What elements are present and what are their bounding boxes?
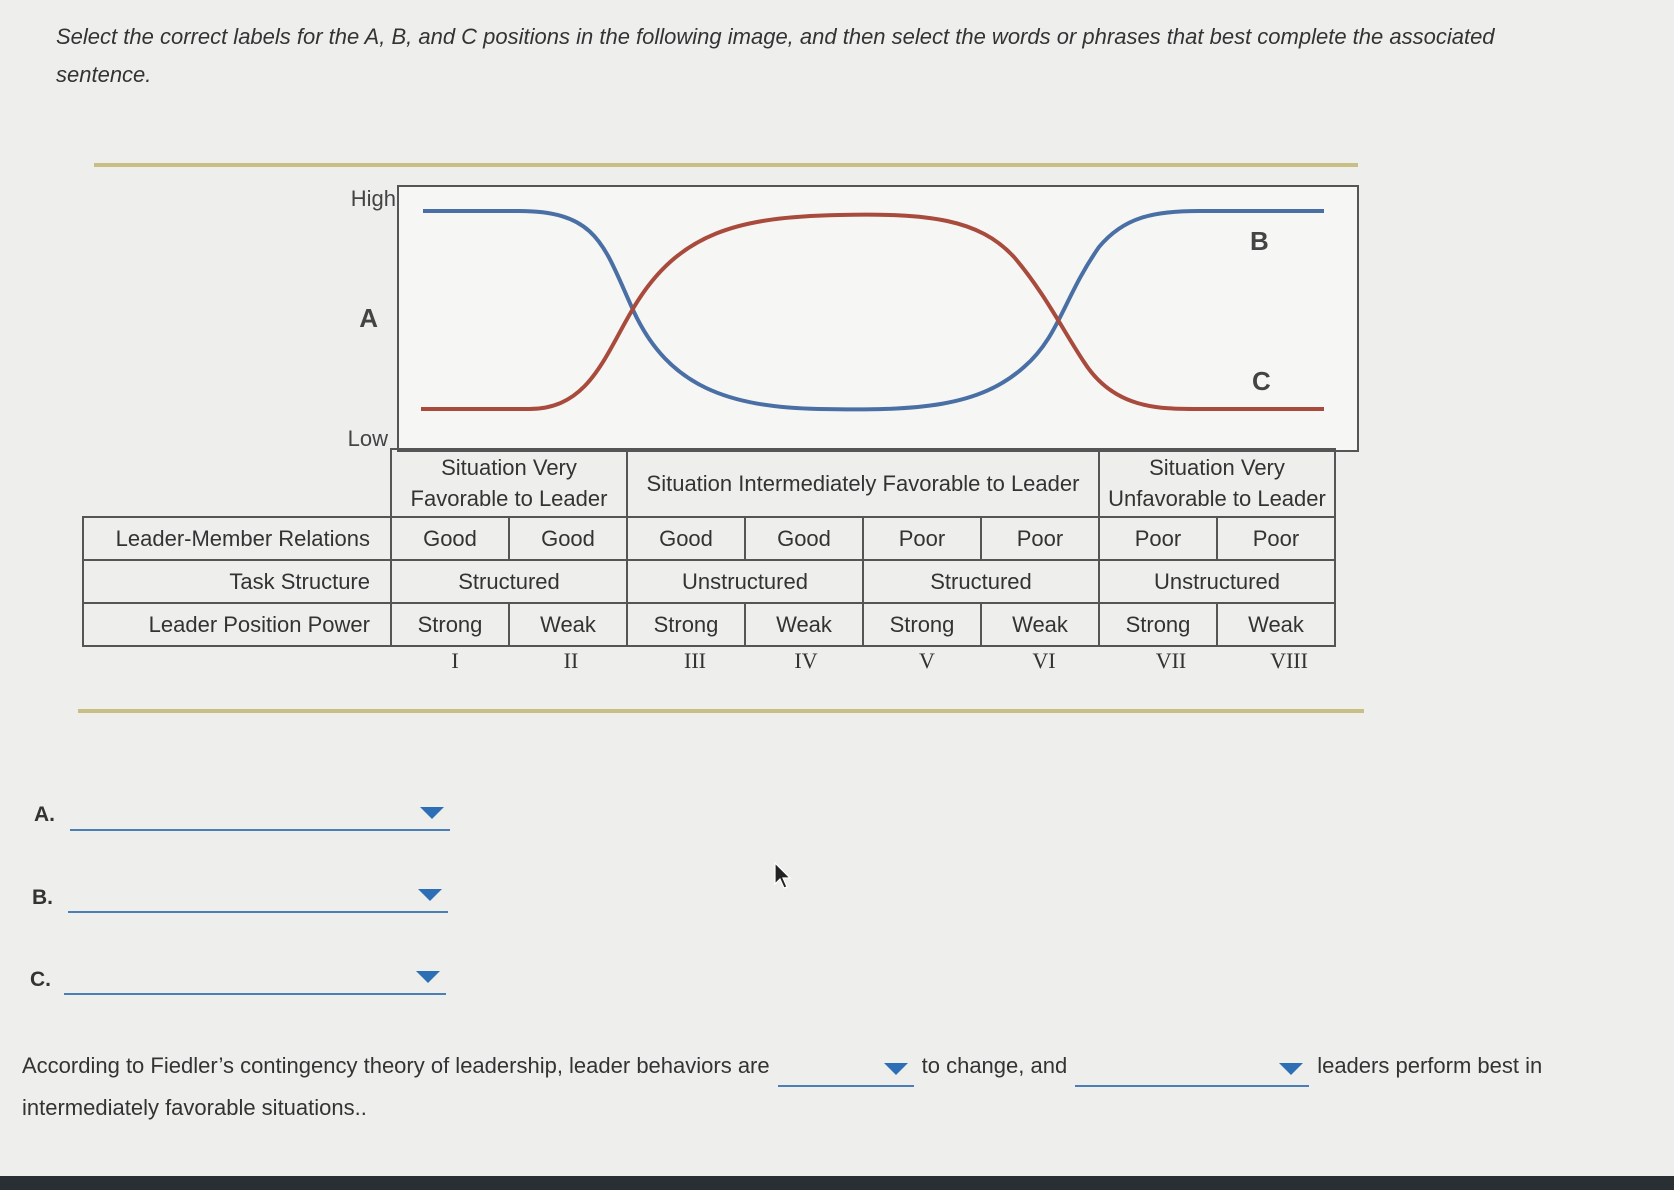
sentence-blank-2-dropdown[interactable] — [1075, 1055, 1309, 1087]
power-row — [83, 603, 1335, 646]
power-cell: Weak — [509, 603, 627, 646]
power-cell: Weak — [981, 603, 1099, 646]
relations-cell: Good — [627, 517, 745, 560]
situation-intermediate: Situation Intermediately Favorable to Leader — [627, 449, 1099, 517]
octant-label: VII — [1155, 648, 1187, 673]
y-axis-high-label: High — [350, 186, 396, 211]
row-label-structure: Task Structure — [83, 560, 391, 603]
sentence-part-1: According to Fiedler’s contingency theory of leadership, leader behaviors are — [22, 1053, 770, 1078]
power-cell: Weak — [745, 603, 863, 646]
power-cell: Strong — [627, 603, 745, 646]
position-a-label: A — [359, 303, 378, 333]
dropdown-arrow-icon — [420, 807, 444, 819]
relations-cell: Poor — [863, 517, 981, 560]
structure-row — [83, 560, 1335, 603]
octant-label: II — [563, 648, 579, 673]
bottom-divider — [78, 709, 1364, 713]
question-a-label: A. — [34, 803, 55, 826]
octant-label: I — [451, 648, 459, 673]
curves-svg — [399, 187, 1357, 450]
top-divider — [94, 163, 1358, 167]
leadership-curves-panel — [397, 185, 1359, 452]
row-label-relations: Leader-Member Relations — [83, 517, 391, 560]
situation-very-favorable: Situation Very Favorable to Leader — [391, 449, 627, 517]
situation-table — [82, 448, 1336, 647]
sentence-blank-1-dropdown[interactable] — [778, 1055, 914, 1087]
octant-label: VIII — [1270, 648, 1308, 673]
situation-header-row — [83, 449, 1335, 517]
structure-cell: Unstructured — [627, 560, 863, 603]
relations-row — [83, 517, 1335, 560]
relations-cell: Poor — [1099, 517, 1217, 560]
structure-cell: Unstructured — [1099, 560, 1335, 603]
power-cell: Strong — [1099, 603, 1217, 646]
relations-cell: Good — [745, 517, 863, 560]
relations-cell: Good — [509, 517, 627, 560]
sentence-part-3: leaders perform best in intermediately favorable situations.. — [22, 1053, 1543, 1120]
blank-cell — [83, 449, 391, 517]
power-cell: Strong — [863, 603, 981, 646]
fill-in-sentence — [22, 1045, 1642, 1129]
dropdown-arrow-icon — [416, 971, 440, 983]
row-label-power: Leader Position Power — [83, 603, 391, 646]
question-prompt: Select the correct labels for the A, B, and C positions in the following image, and then select the words or phrases that best complete the associated sentence. — [56, 24, 1495, 87]
screen-bottom-bar — [0, 1176, 1674, 1190]
octant-label: IV — [794, 648, 818, 673]
red-curve — [421, 215, 1324, 409]
question-b-label: B. — [32, 886, 53, 909]
position-b-label: B — [1250, 226, 1269, 256]
power-cell: Strong — [391, 603, 509, 646]
answer-c-dropdown[interactable] — [64, 961, 446, 995]
relations-cell: Good — [391, 517, 509, 560]
dropdown-arrow-icon — [884, 1063, 908, 1075]
structure-cell: Structured — [863, 560, 1099, 603]
question-c-label: C. — [30, 968, 51, 991]
dropdown-arrow-icon — [1279, 1063, 1303, 1075]
position-c-label: C — [1252, 366, 1271, 396]
structure-cell: Structured — [391, 560, 627, 603]
answer-b-dropdown[interactable] — [68, 879, 448, 913]
y-axis-low-label: Low — [347, 426, 388, 451]
sentence-part-2: to change, and — [921, 1053, 1068, 1078]
answer-a-dropdown[interactable] — [70, 797, 450, 831]
situation-very-unfavorable: Situation Very Unfavorable to Leader — [1099, 449, 1335, 517]
relations-cell: Poor — [981, 517, 1099, 560]
octant-label: V — [919, 648, 935, 673]
relations-cell: Poor — [1217, 517, 1335, 560]
power-cell: Weak — [1217, 603, 1335, 646]
blue-curve — [423, 211, 1324, 409]
octant-label: III — [684, 648, 706, 673]
octant-label: VI — [1032, 648, 1056, 673]
mouse-cursor-icon — [774, 862, 792, 890]
dropdown-arrow-icon — [418, 889, 442, 901]
